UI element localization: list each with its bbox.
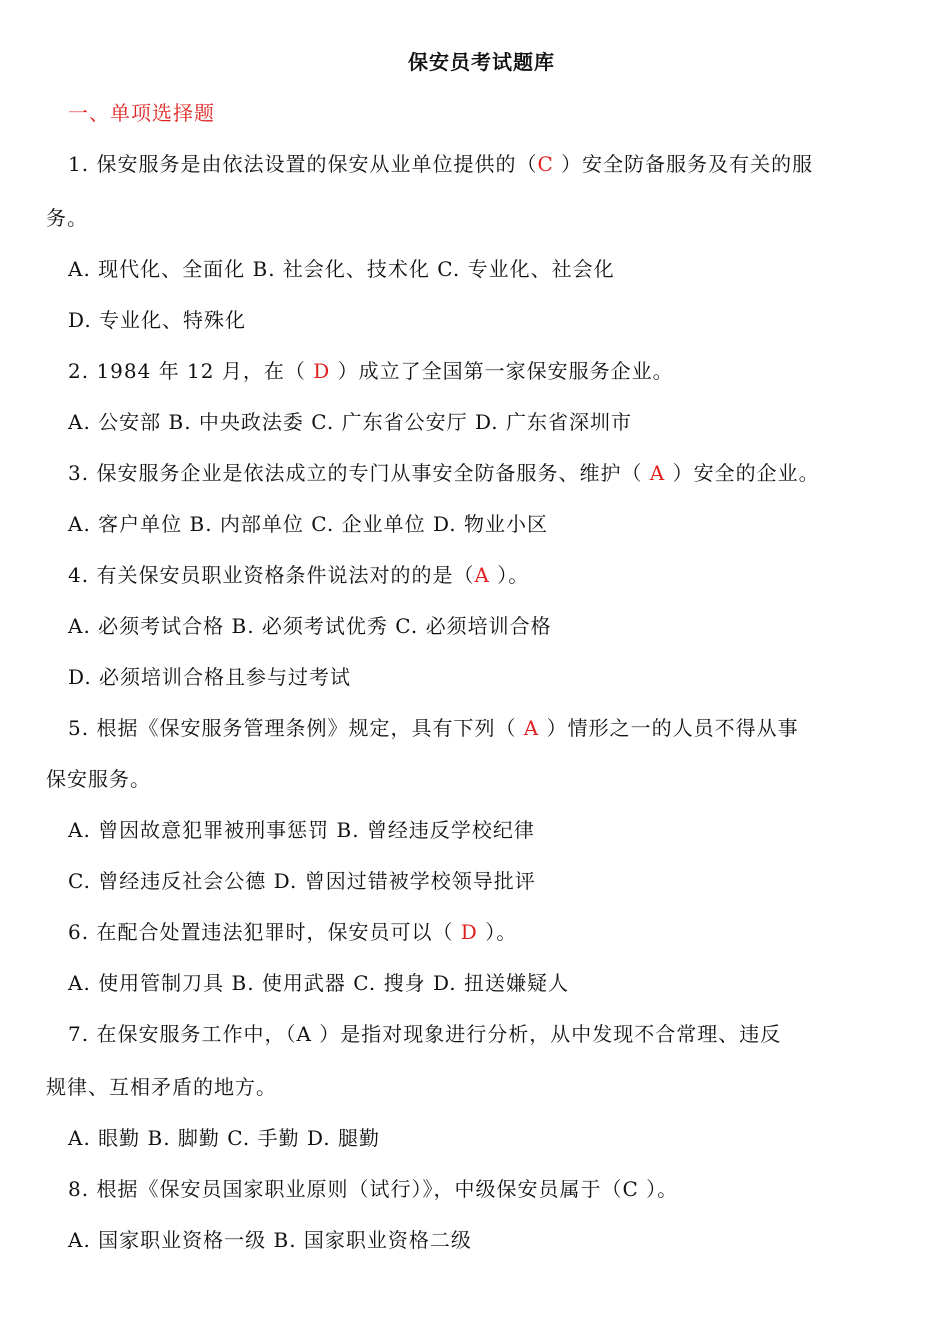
options-2: A. 公安部 B. 中央政法委 C. 广东省公安厅 D. 广东省深圳市 — [68, 410, 632, 434]
question-1-continuation: 务。 — [46, 206, 88, 230]
answer-4: A — [474, 563, 490, 587]
answer-2: D — [313, 359, 331, 383]
options-7: A. 眼勤 B. 脚勤 C. 手勤 D. 腿勤 — [68, 1126, 380, 1150]
answer-1: C — [537, 152, 554, 176]
options-3: A. 客户单位 B. 内部单位 C. 企业单位 D. 物业小区 — [68, 512, 548, 536]
answer-6: D — [460, 920, 478, 944]
question-5-continuation: 保安服务。 — [46, 767, 151, 791]
options-4a: A. 必须考试合格 B. 必须考试优秀 C. 必须培训合格 — [68, 614, 552, 638]
answer-5: A — [523, 716, 540, 740]
document-title: 保安员考试题库 — [408, 50, 555, 74]
options-1b: D. 专业化、特殊化 — [68, 308, 247, 332]
question-3-text: 3. 保安服务企业是依法成立的专门从事安全防备服务、维护（ A ）安全的企业。 — [68, 461, 820, 485]
question-5-text: 5. 根据《保安服务管理条例》规定，具有下列（ A ）情形之一的人员不得从事 — [68, 716, 799, 740]
question-8-text: 8. 根据《保安员国家职业原则（试行）》，中级保安员属于（C ）。 — [68, 1177, 679, 1201]
options-5b: C. 曾经违反社会公德 D. 曾因过错被学校领导批评 — [68, 869, 536, 893]
options-8: A. 国家职业资格一级 B. 国家职业资格二级 — [68, 1228, 472, 1252]
section-heading: 一、单项选择题 — [68, 101, 215, 125]
question-4-text: 4. 有关保安员职业资格条件说法对的的是（A ）。 — [68, 563, 530, 587]
question-6-text: 6. 在配合处置违法犯罪时，保安员可以（ D ）。 — [68, 920, 518, 944]
question-1-text: 1. 保安服务是由依法设置的保安从业单位提供的（C ）安全防备服务及有关的服 — [68, 152, 814, 176]
question-2-text: 2. 1984 年 12 月，在（ D ）成立了全国第一家保安服务企业。 — [68, 359, 674, 383]
options-4b: D. 必须培训合格且参与过考试 — [68, 665, 352, 689]
options-5a: A. 曾因故意犯罪被刑事惩罚 B. 曾经违反学校纪律 — [68, 818, 535, 842]
question-7-text: 7. 在保安服务工作中，（A ）是指对现象进行分析，从中发现不合常理、违反 — [68, 1022, 782, 1046]
options-1a: A. 现代化、全面化 B. 社会化、技术化 C. 专业化、社会化 — [68, 257, 615, 281]
question-7-continuation: 规律、互相矛盾的地方。 — [46, 1075, 277, 1099]
answer-3: A — [649, 461, 666, 485]
options-6: A. 使用管制刀具 B. 使用武器 C. 搜身 D. 扭送嫌疑人 — [68, 971, 569, 995]
